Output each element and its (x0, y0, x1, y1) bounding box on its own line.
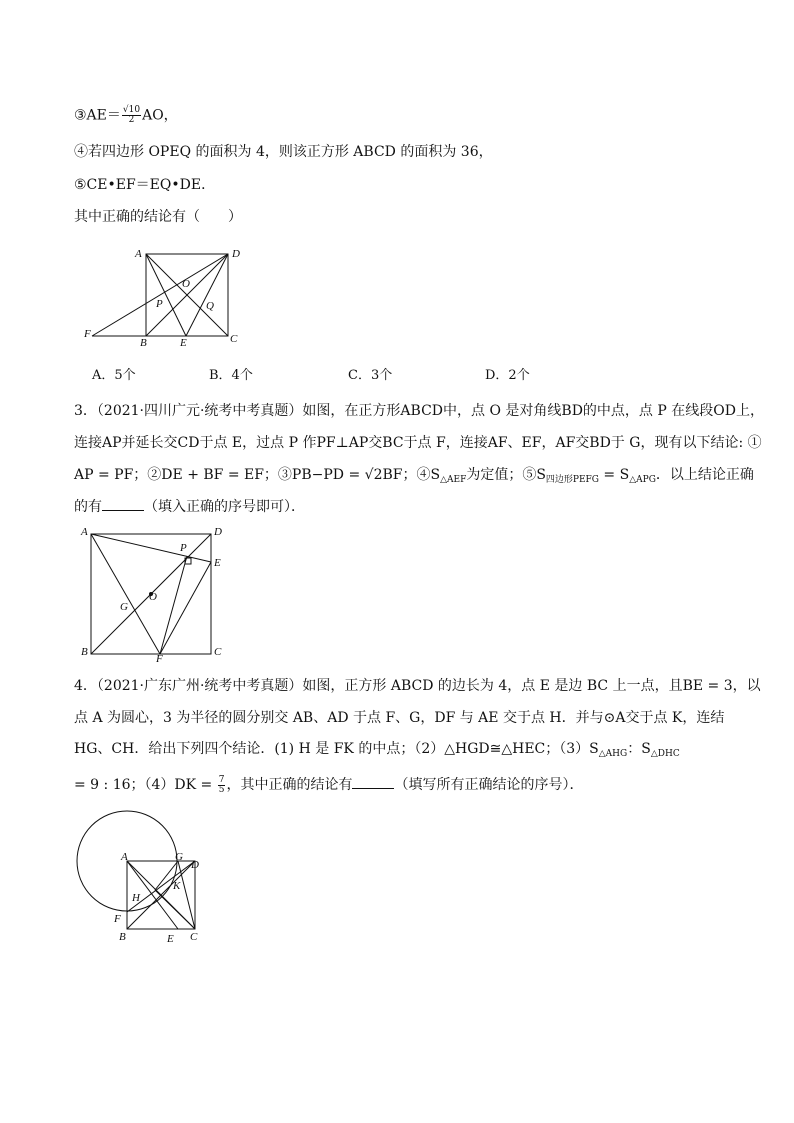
q3-line4-a: 的有 (74, 499, 102, 515)
q2-label-o: O (182, 278, 190, 290)
q3-label-o: O (149, 591, 157, 603)
q4-line3-b: ：S (627, 741, 651, 757)
q3-line3-c: = S (598, 467, 630, 483)
q2-option-a[interactable]: A．5个 (92, 368, 136, 383)
q3-line4-b: （填入正确的序号即可）． (144, 499, 305, 515)
q2-item3 (74, 106, 178, 125)
q3-answer-blank[interactable] (102, 497, 144, 511)
q4-line3-sub2: △DHC (650, 749, 680, 759)
q2-label-b: B (140, 337, 147, 349)
q3-label-p: P (180, 542, 187, 554)
q4-answer-blank[interactable] (352, 775, 394, 789)
q3-line2: 连接AP并延长交CD于点 E，过点 P 作PF⊥AP交BC于点 F，连接AF、EF，AF交BD于 G，现有以下结论: ① (74, 435, 762, 451)
q2-option-b[interactable]: B．4个 (209, 368, 253, 383)
q2-figure (80, 240, 250, 350)
q4-label-g: G (175, 851, 183, 863)
q3-label-f: F (156, 653, 163, 662)
q4-label-d: D (191, 859, 199, 871)
q4-frac-den: 5 (218, 784, 225, 795)
q3-label-c: C (214, 646, 222, 658)
q3-figure (76, 522, 236, 662)
q4-label-k: K (173, 880, 181, 892)
q2-label-c: C (230, 333, 238, 345)
q3-line3-a: AP = PF；②DE + BF = EF；③PB−PD = √2BF；④S (74, 467, 441, 483)
q4-line3 (74, 740, 680, 763)
q2-item3-frac-num: √10 (122, 105, 141, 115)
q2-option-c[interactable]: C．3个 (348, 368, 393, 383)
q4-line2: 点 A 为圆心，3 为半径的圆分别交 AB、AD 于点 F、G，DF 与 AE 交于点 H．并与⊙A交于点 K，连结 (74, 710, 725, 726)
q2-label-a: A (135, 248, 142, 260)
q2-item4: ④若四边形 OPEQ 的面积为 4，则该正方形 ABCD 的面积为 36， (74, 144, 493, 160)
q2-label-e: E (180, 337, 187, 349)
q4-frac-num: 7 (218, 774, 225, 785)
q4-line3-a: HG、CH．给出下列四个结论．(1) H 是 FK 的中点；（2）△HGD≅△HEC；（3）S (74, 741, 599, 757)
q2-item5: ⑤CE•EF＝EQ•DE． (74, 177, 216, 193)
q3-line3-sub1: △AEF (440, 475, 467, 485)
q3-line4 (74, 497, 305, 516)
q2-option-d[interactable]: D．2个 (485, 368, 530, 383)
q2-label-q: Q (206, 300, 214, 312)
q4-dk-fraction (218, 776, 226, 795)
q2-label-p: P (156, 298, 163, 310)
q4-label-f: F (114, 913, 121, 925)
q3-label-g: G (120, 601, 128, 613)
q4-line3-sub1: △AHG (598, 749, 628, 759)
q4-label-e: E (167, 933, 174, 945)
q2-item3-prefix: ③AE＝ (74, 107, 121, 124)
q3-line3 (74, 466, 754, 489)
q4-figure (70, 810, 220, 950)
q3-label-b: B (81, 646, 88, 658)
q4-line4-b: ，其中正确的结论有 (226, 777, 353, 793)
q4-label-h: H (132, 892, 140, 904)
q2-item3-fraction (122, 106, 141, 125)
q4-line4 (74, 775, 583, 795)
q2-label-f: F (84, 328, 91, 340)
q3-line3-d: ．以上结论正确 (655, 467, 754, 483)
q3-label-a: A (81, 526, 88, 538)
q4-label-a: A (121, 851, 128, 863)
q4-line4-c: （填写所有正确结论的序号）． (394, 777, 584, 793)
q3-label-e: E (214, 557, 221, 569)
q3-line3-sub2: 四边形PEFG (545, 475, 599, 485)
q4-label-b: B (119, 931, 126, 943)
q3-label-d: D (214, 526, 222, 538)
q3-line3-b: 为定值；⑤S (466, 467, 546, 483)
q2-item3-frac-den: 2 (128, 115, 135, 125)
q3-line1: 3．（2021·四川广元·统考中考真题）如图，在正方形ABCD中，点 O 是对角线BD的中点，点 P 在线段OD上， (74, 403, 764, 419)
q2-item3-suffix: AO， (142, 107, 178, 124)
q4-line1: 4．（2021·广东广州·统考中考真题）如图，正方形 ABCD 的边长为 4，点 E 是边 BC 上一点，且BE = 3，以 (74, 678, 761, 694)
q4-line4-a: = 9 : 16；（4）DK = (74, 777, 217, 793)
q4-label-c: C (190, 931, 198, 943)
q2-question: 其中正确的结论有（ ） (74, 209, 242, 225)
q3-line3-sub3: △APG (629, 475, 656, 485)
q2-label-d: D (232, 248, 240, 260)
